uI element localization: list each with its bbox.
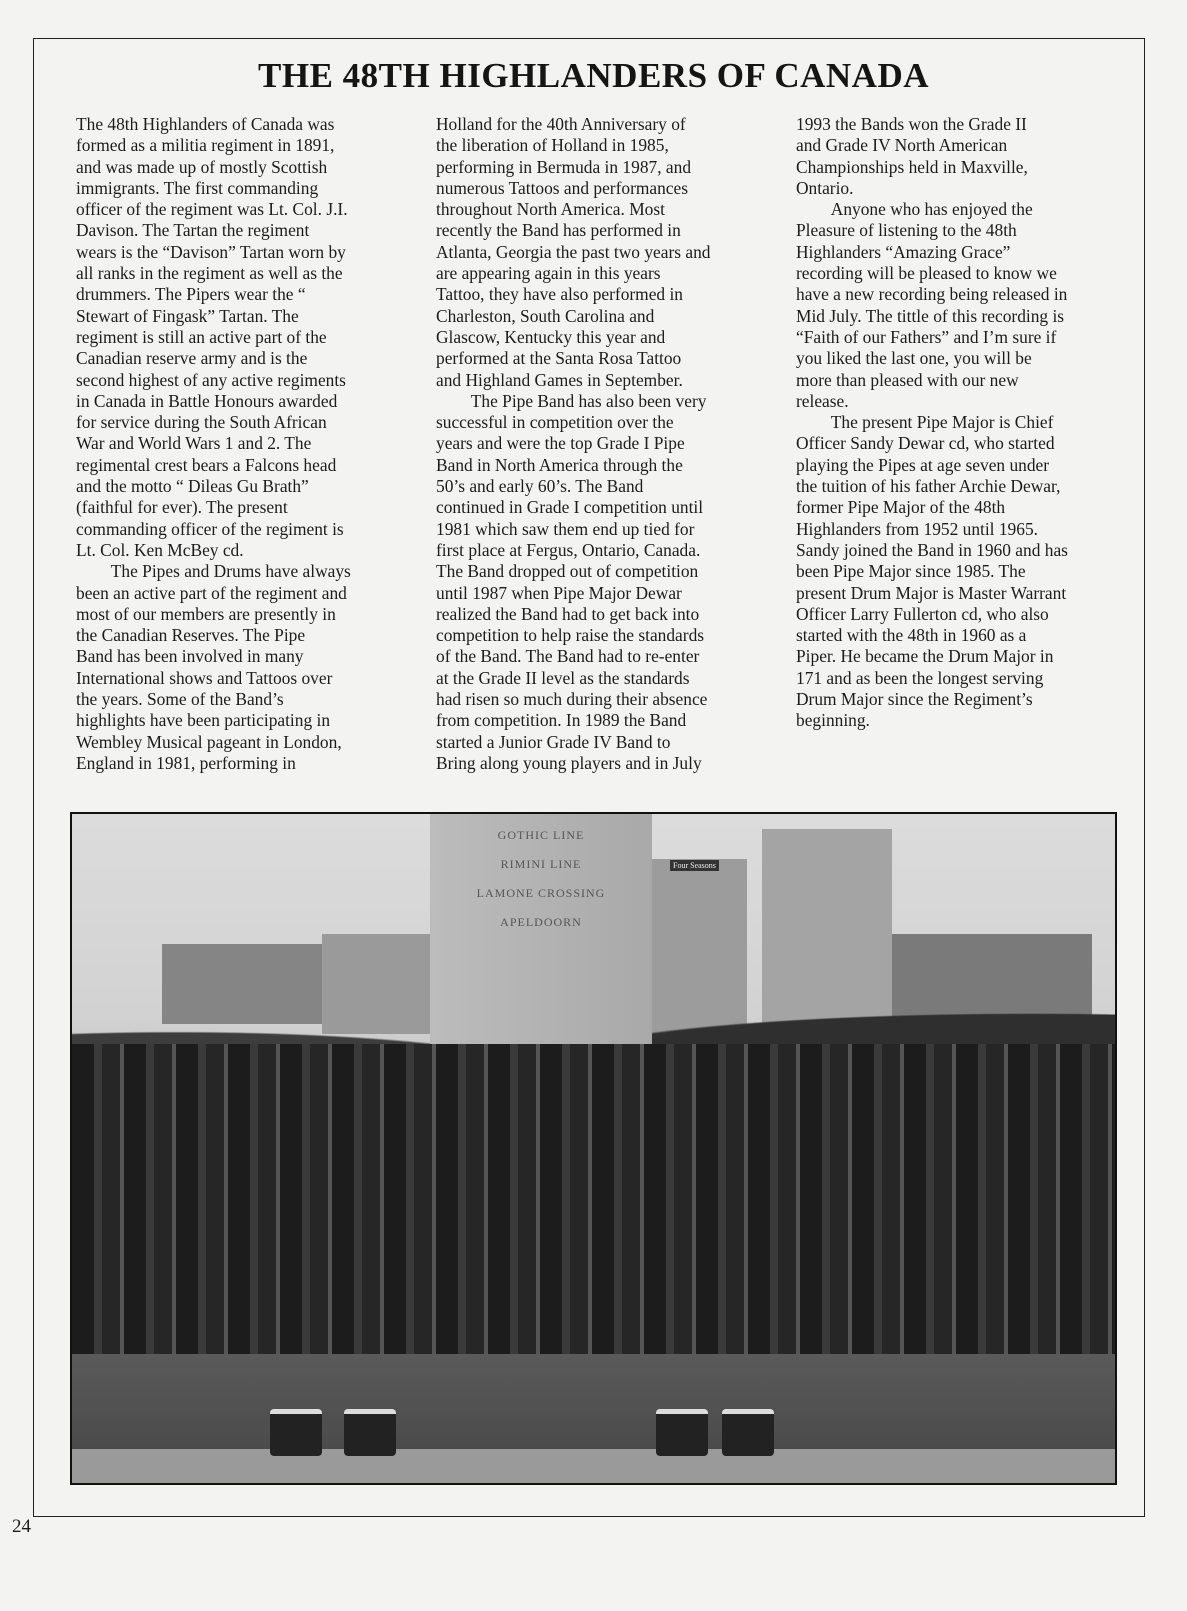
text-line: the Canadian Reserves. The Pipe [76,625,306,646]
text-line: most of our members are presently in [76,603,336,624]
text-line: The 48th Highlanders of Canada was [76,114,335,134]
text-line: release. [796,390,849,411]
text-line: commanding officer of the regiment is [76,518,344,539]
text-line: started a Junior Grade IV Band to [436,731,671,752]
text-column-3 [796,114,1146,732]
text-line: Canadian reserve army and is the [76,348,308,369]
text-line: Championships held in Maxville, [796,156,1028,177]
text-line: Glascow, Kentucky this year and [436,326,666,347]
text-line: Ontario. [796,177,854,198]
text-line: and the motto “ Dileas Gu Brath” [76,476,309,497]
inscription: APELDOORN [500,915,582,929]
text-line: The Band dropped out of competition [436,561,699,582]
inscription: LAMONE CROSSING [476,886,606,900]
text-line: Atlanta, Georgia the past two years and [436,241,711,262]
text-line: regimental crest bears a Falcons head [76,454,337,475]
text-line: Band has been involved in many [76,646,304,667]
text-line: “Faith of our Fathers” and I’m sure if [796,326,1057,347]
text-line: Mid July. The tittle of this recording is [796,305,1065,326]
text-line: for service during the South African [76,412,327,433]
text-line: numerous Tattoos and performances [436,177,689,198]
text-line: the tuition of his father Archie Dewar, [796,476,1061,497]
text-line: Highlanders from 1952 until 1965. [796,518,1038,539]
building-sign: Four Seasons [670,860,719,871]
text-line: first place at Fergus, Ontario, Canada. [436,539,701,560]
text-line: Officer Sandy Dewar cd, who started [796,433,1055,454]
text-column-1 [76,114,426,774]
text-line: you liked the last one, you will be [796,348,1032,369]
text-line: 1981 which saw them end up tied for [436,518,695,539]
text-line: Band in North America through the [436,454,683,475]
text-line: England in 1981, performing in [76,752,296,773]
text-line: former Pipe Major of the 48th [796,497,1006,518]
text-line: immigrants. The first commanding [76,177,319,198]
text-line: Tattoo, they have also performed in [436,284,684,305]
pipe-band-members [72,1044,1115,1374]
text-line: recently the Band has performed in [436,220,681,241]
text-line: second highest of any active regiments [76,369,346,390]
text-line: The Pipes and Drums have always [76,561,351,582]
text-line: Holland for the 40th Anniversary of [436,114,686,134]
text-line: drummers. The Pipers wear the “ [76,284,306,305]
text-line: Lt. Col. Ken McBey cd. [76,539,244,560]
text-line: regiment is still an active part of the [76,326,327,347]
text-line: are appearing again in this years [436,263,661,284]
text-line: performing in Bermuda in 1987, and [436,156,692,177]
text-line: Highlanders “Amazing Grace” [796,241,1011,262]
text-line: formed as a militia regiment in 1891, [76,135,335,156]
text-line: the years. Some of the Band’s [76,689,284,710]
text-line: Piper. He became the Drum Major in [796,646,1054,667]
text-line: throughout North America. Most [436,199,665,220]
band-photo [70,812,1117,1485]
text-line: 1993 the Bands won the Grade II [796,114,1027,134]
text-line: have a new recording being released in [796,284,1068,305]
grass [72,1354,1115,1454]
text-line: Officer Larry Fullerton cd, who also [796,603,1049,624]
inscription: RIMINI LINE [500,857,582,871]
text-line: from competition. In 1989 the Band [436,710,687,731]
text-line: wears is the “Davison” Tartan worn by [76,241,346,262]
text-line: of the Band. The Band had to re-enter [436,646,700,667]
text-line: all ranks in the regiment as well as the [76,263,343,284]
text-line: more than pleased with our new [796,369,1019,390]
text-line: present Drum Major is Master Warrant [796,582,1067,603]
text-line: been an active part of the regiment and [76,582,347,603]
text-line: successful in competition over the [436,412,674,433]
road [72,1449,1115,1483]
text-line: years and were the top Grade I Pipe [436,433,685,454]
inscription: GOTHIC LINE [497,828,585,842]
text-line: Anyone who has enjoyed the [796,199,1033,220]
text-column-2 [436,114,786,774]
text-line: Sandy joined the Band in 1960 and has [796,539,1068,560]
text-line: War and World Wars 1 and 2. The [76,433,312,454]
text-line: officer of the regiment was Lt. Col. J.I. [76,199,348,220]
text-line: and Highland Games in September. [436,369,683,390]
text-line: in Canada in Battle Honours awarded [76,390,338,411]
text-line: and Grade IV North American [796,135,1008,156]
drum [344,1409,396,1456]
text-line: recording will be pleased to know we [796,263,1057,284]
text-line: the liberation of Holland in 1985, [436,135,669,156]
text-line: at the Grade II level as the standards [436,667,690,688]
drum [656,1409,708,1456]
text-line: highlights have been participating in [76,710,331,731]
text-line: (faithful for ever). The present [76,497,288,518]
text-line: competition to help raise the standards [436,625,705,646]
article-title: THE 48TH HIGHLANDERS OF CANADA [258,56,929,95]
text-line: 171 and as been the longest serving [796,667,1044,688]
text-line: Davison. The Tartan the regiment [76,220,310,241]
text-line: realized the Band had to get back into [436,603,700,624]
text-line: started with the 48th in 1960 as a [796,625,1027,646]
text-line: International shows and Tattoos over [76,667,333,688]
text-line: Charleston, South Carolina and [436,305,655,326]
text-line: performed at the Santa Rosa Tattoo [436,348,682,369]
text-line: Stewart of Fingask” Tartan. The [76,305,299,326]
text-line: Wembley Musical pageant in London, [76,731,342,752]
text-line: 50’s and early 60’s. The Band [436,476,644,497]
text-line: Bring along young players and in July [436,752,702,773]
text-line: The Pipe Band has also been very [436,390,707,411]
text-line: had risen so much during their absence [436,689,708,710]
drum [270,1409,322,1456]
text-line: Pleasure of listening to the 48th [796,220,1017,241]
page-number: 24 [12,1516,31,1537]
text-line: and was made up of mostly Scottish [76,156,328,177]
text-line: playing the Pipes at age seven under [796,454,1050,475]
text-line: been Pipe Major since 1985. The [796,561,1026,582]
drum [722,1409,774,1456]
text-line: until 1987 when Pipe Major Dewar [436,582,682,603]
text-line: Drum Major since the Regiment’s [796,689,1033,710]
text-line: continued in Grade I competition until [436,497,704,518]
text-line: The present Pipe Major is Chief [796,412,1054,433]
text-line: beginning. [796,710,870,731]
